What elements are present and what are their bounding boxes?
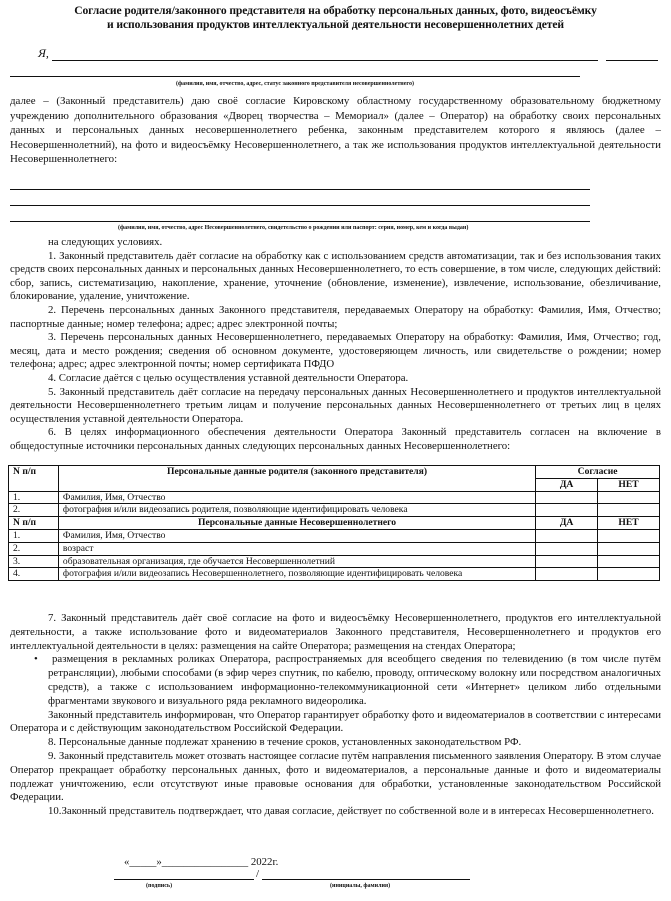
conditions-intro: на следующих условиях.	[48, 236, 163, 248]
item-2: 2. Перечень персональных данных Законного представителя, передаваемых Оператору на обработку: Фамилия, Имя, Отчество; паспортные данные; номер телефона; адрес; адрес электронной почты;	[10, 303, 661, 330]
bullet-item	[10, 653, 661, 708]
row-num: 2.	[9, 504, 59, 517]
row-text: фотография и/или видеозапись Несовершеннолетнего, позволяющие идентифицировать человека	[58, 568, 535, 581]
row-num: 1.	[9, 529, 59, 542]
table-row	[9, 491, 660, 504]
row-num: 2.	[9, 542, 59, 555]
yes-cell[interactable]	[536, 504, 598, 517]
col-num-header: N п/п	[9, 517, 59, 530]
row-text: образовательная организация, где обучается Несовершеннолетний	[58, 555, 535, 568]
item-8: 8. Персональные данные подлежат хранению в течение сроков, установленных законодательством РФ.	[48, 736, 522, 749]
yes-cell[interactable]	[536, 529, 598, 542]
title-line-2: и использования продуктов интеллектуальной деятельности несовершеннолетних детей	[106, 18, 564, 31]
item-4: 4. Согласие даётся с целью осуществления уставной деятельности Оператора.	[48, 371, 409, 384]
no-cell[interactable]	[598, 504, 660, 517]
yes-cell[interactable]	[536, 542, 598, 555]
no-header: НЕТ	[598, 478, 660, 491]
parent-caption: (фамилия, имя, отчество, адрес, статус законного представителя несовершеннолетнего)	[176, 81, 414, 87]
initials-caption: (инициалы, фамилия)	[330, 883, 391, 889]
child-caption: (фамилия, имя, отчество, адрес Несовершеннолетнего, свидетельство о рождении или паспорт: серия, номер, кем и когда выдан)	[118, 225, 469, 231]
initials-field[interactable]	[262, 879, 470, 880]
parent-name-field-extra[interactable]	[606, 60, 658, 61]
yes-header: ДА	[536, 517, 598, 530]
col-num-header: N п/п	[9, 466, 59, 492]
date-line[interactable]: «_____»________________ 2022г.	[124, 856, 279, 868]
item-1: 1. Законный представитель даёт согласие на обработку как с использованием средств автоматизации, так и без использования таких средств своих персональных данных и персональных данных Несовершеннолетнего, то есть совершение, в том числе, следующих действий: сбор, запись, систематизацию, накопление, хранение, уточнение (обновление, изменение), извлечение, использование, обезличивание, блокирование, удаление, уничтожение.	[10, 249, 661, 303]
item-5: 5. Законный представитель даёт согласие на передачу персональных данных Несовершеннолетнего и продуктов интеллектуальной деятельности Несовершеннолетнего третьим лицам и получение персональных данных Несовершеннолетнего от третьих лиц в целях осуществления уставной деятельности Оператора.	[10, 385, 661, 425]
table-row	[9, 568, 660, 581]
row-num: 1.	[9, 491, 59, 504]
item-9: 9. Законный представитель может отозвать настоящее согласие путём направления письменного заявления Оператору. В этом случае Оператор прекращает обработку персональных данных, фото и видеоматериалов, а персональные данные и фото и видеоматериалы подлежат уничтожению, если отсутствуют иные правовые основания для обработки, установленные законодательством Российской Федерации.	[10, 749, 661, 804]
bullet-icon: •	[34, 653, 53, 666]
table-header-parent	[9, 466, 660, 479]
consent-table	[8, 465, 660, 581]
item-7: 7. Законный представитель даёт своё согласие на фото и видеосъёмку Несовершеннолетнего, продуктов его интеллектуальной деятельности, а также использование фото и видеоматериалов Законного представителя, Несовершеннолетнего и продуктов его интеллектуальной деятельности в целях: размещения на сайте Оператора; размещения на стендах Оператора;	[10, 612, 661, 652]
parent-data-header: Персональные данные родителя (законного представителя)	[58, 466, 535, 492]
table-row	[9, 529, 660, 542]
row-text: Фамилия, Имя, Отчество	[58, 529, 535, 542]
yes-header: ДА	[536, 478, 598, 491]
child-details-field-1[interactable]	[10, 189, 590, 190]
bullet-text: размещения в рекламных роликах Оператора, распространяемых для всеобщего сведения по телевидению (в том числе путём ретрансляции), любыми способами (в эфир через спутник, по кабелю, проводу, оптическому волокну или посредством аналогичных средств), а также с использованием информационно-телекоммуникационной сети «Интернет» целиком либо отдельными фрагментами звукового и визуального ряда рекламного видеоролика.	[48, 653, 661, 707]
item-6: 6. В целях информационного обеспечения деятельности Оператора Законный представитель согласен на включение в общедоступные источники персональных данных следующих персональных данных Несовершеннолетнего:	[10, 426, 661, 452]
parent-name-field[interactable]	[52, 60, 598, 61]
yes-cell[interactable]	[536, 568, 598, 581]
no-header: НЕТ	[598, 517, 660, 530]
consent-header: Согласие	[536, 466, 660, 479]
row-text: Фамилия, Имя, Отчество	[58, 491, 535, 504]
no-cell[interactable]	[598, 555, 660, 568]
signature-separator: /	[256, 868, 260, 880]
no-cell[interactable]	[598, 568, 660, 581]
intro-paragraph	[10, 94, 661, 167]
informed-paragraph: Законный представитель информирован, что Оператор гарантирует обработку фото и видеоматериалов в соответствии с интересами Оператора и с действующим законодательством Российской Федерации.	[10, 708, 661, 735]
table-header-child	[9, 517, 660, 530]
table-row	[9, 555, 660, 568]
yes-cell[interactable]	[536, 491, 598, 504]
child-details-field-3[interactable]	[10, 221, 590, 222]
child-details-field-2[interactable]	[10, 205, 590, 206]
conditions-section	[10, 236, 661, 454]
item-10: 10.Законный представитель подтверждает, что давая согласие, действует по собственной воле и в интересах Несовершеннолетнего.	[48, 805, 654, 818]
signature-field[interactable]	[114, 879, 254, 880]
row-num: 4.	[9, 568, 59, 581]
row-text: возраст	[58, 542, 535, 555]
row-num: 3.	[9, 555, 59, 568]
no-cell[interactable]	[598, 491, 660, 504]
table-row	[9, 542, 660, 555]
parent-details-field[interactable]	[10, 76, 580, 77]
ya-label: Я,	[38, 46, 49, 60]
row-text: фотография и/или видеозапись родителя, позволяющие идентифицировать человека	[58, 504, 535, 517]
table-row	[9, 504, 660, 517]
no-cell[interactable]	[598, 529, 660, 542]
yes-cell[interactable]	[536, 555, 598, 568]
item-3: 3. Перечень персональных данных Несовершеннолетнего, передаваемых Оператору на обработку: Фамилия, Имя, Отчество; год, месяц, дата и место рождения; сведения об основном документе, удостоверяющем личность, или свидетельстве о рождении; номер телефона; адрес; адрес электронной почты; номер сертификата ПФДО	[10, 331, 661, 371]
document-title	[10, 4, 661, 32]
child-data-header: Персональные данные Несовершеннолетнего	[58, 517, 535, 530]
title-line-1: Согласие родителя/законного представителя на обработку персональных данных, фото, видеосъёмку	[74, 4, 597, 17]
intro-text: далее – (Законный представитель) даю своё согласие Кировскому областному государственному образовательному бюджетному учреждению дополнительного образования «Дворец творчества – Мемориал» (далее – Оператор) на обработку своих персональных данных и персональных данных несовершеннолетнего ребенка, законным представителем которого я являюсь (далее – Несовершеннолетний), на фото и видеосъёмку Несовершеннолетнего, а так же использования продуктов интеллектуальной деятельности Несовершеннолетнего:	[10, 95, 661, 166]
lower-section	[10, 612, 661, 819]
no-cell[interactable]	[598, 542, 660, 555]
signature-caption: (подпись)	[146, 883, 173, 889]
